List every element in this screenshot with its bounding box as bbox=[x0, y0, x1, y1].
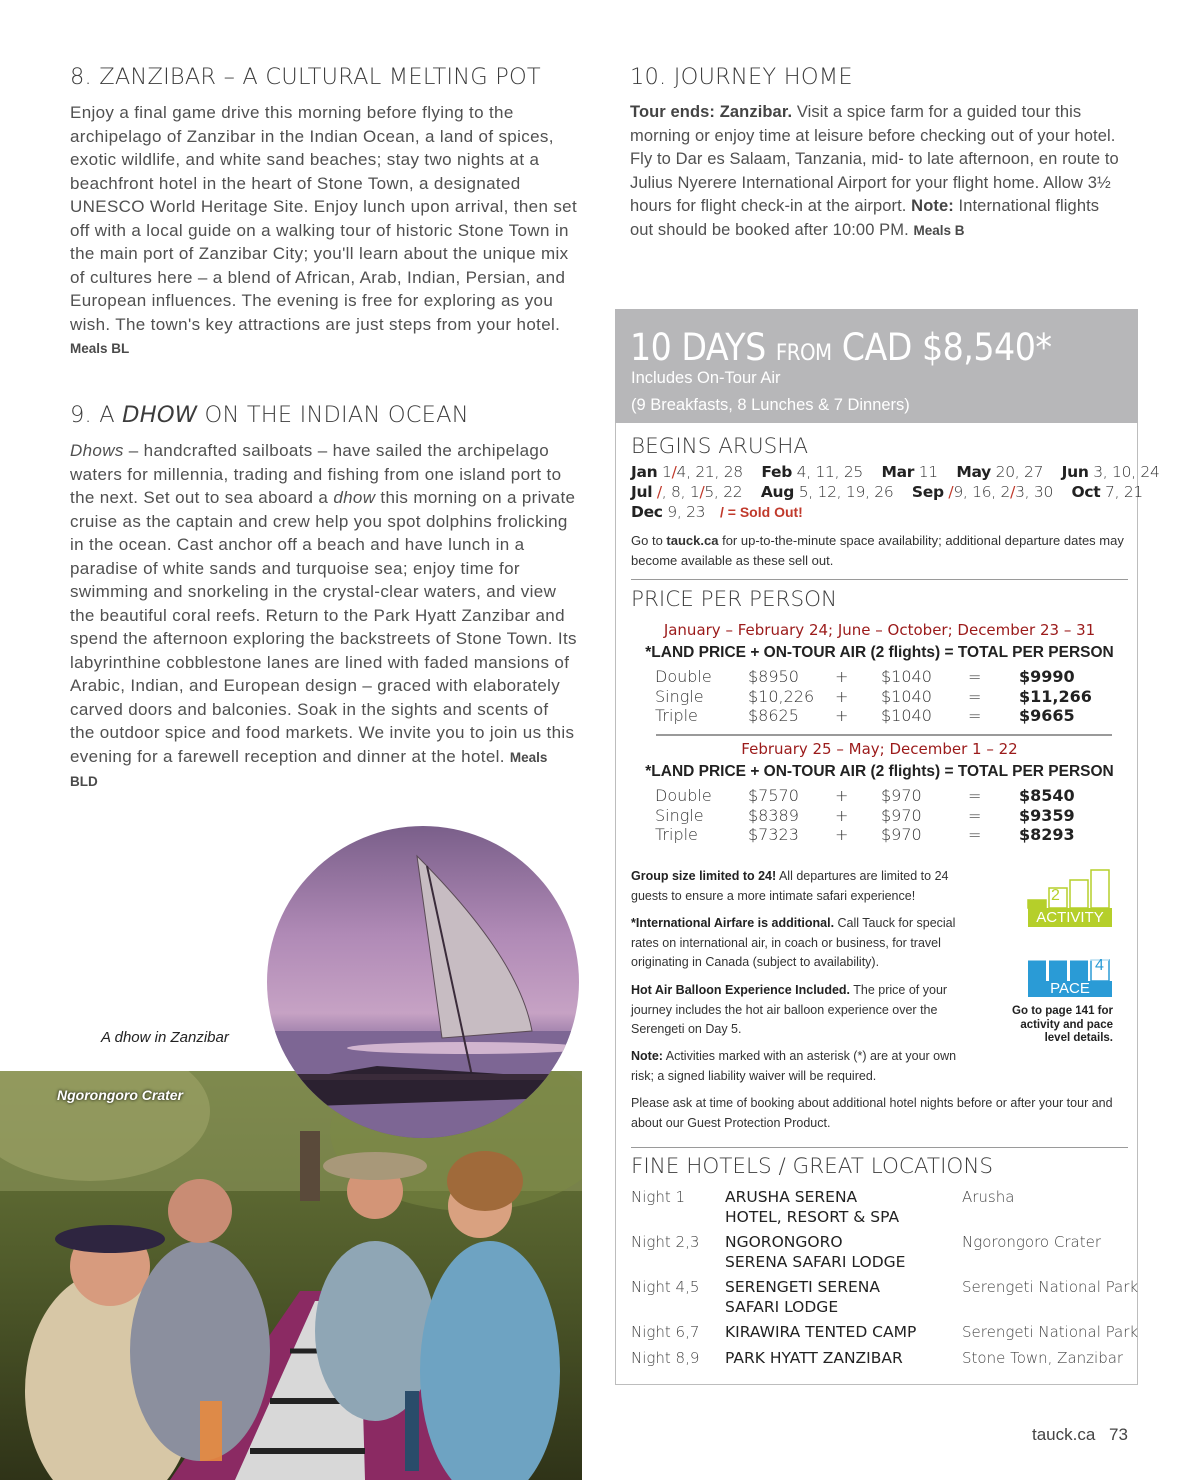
day8-meals: Meals BL bbox=[70, 341, 130, 356]
total-price: $8293 bbox=[1019, 825, 1075, 844]
room-type: Triple bbox=[655, 825, 698, 844]
day10-body bbox=[630, 101, 1125, 242]
balloon-text: The price of your journey includes the hot air balloon experience over the Serengeti on Day 5. bbox=[631, 983, 948, 1036]
hotel-name-line1: ARUSHA SERENA bbox=[725, 1188, 858, 1206]
equals-sign: = bbox=[968, 806, 982, 825]
price-row bbox=[655, 687, 1115, 707]
room-type: Single bbox=[655, 687, 704, 706]
day9-title-italic: DHOW bbox=[122, 402, 198, 428]
group-lead: Group size limited to 24! bbox=[631, 869, 777, 883]
price-headline bbox=[630, 326, 1052, 369]
day9-title bbox=[70, 402, 469, 428]
footer-site[interactable]: tauck.ca bbox=[1032, 1425, 1096, 1444]
air-price: $1040 bbox=[881, 706, 932, 725]
divider bbox=[656, 734, 1112, 736]
waiver-text: Activities marked with an asterisk (*) are at your own risk; a signed liability waiver will be required. bbox=[631, 1049, 957, 1083]
hotel-name-line2: HOTEL, RESORT & SPA bbox=[725, 1208, 900, 1226]
meals-count: (9 Breakfasts, 8 Lunches & 7 Dinners) bbox=[631, 396, 910, 414]
hotel-night: Night 2,3 bbox=[631, 1233, 700, 1251]
hotel-night: Night 4,5 bbox=[631, 1278, 700, 1296]
group-text: All departures are limited to 24 guests to ensure a more intimate safari experience! bbox=[631, 869, 949, 903]
avail-text-2: for up-to-the-minute space availability; additional departure dates may become available as these sell out. bbox=[631, 533, 1124, 568]
air-price: $1040 bbox=[881, 667, 932, 686]
hotel-name: KIRAWIRA TENTED CAMP bbox=[725, 1323, 917, 1341]
day9-meals: Meals BLD bbox=[70, 749, 548, 789]
balloon-note bbox=[631, 981, 976, 1040]
headline-price: CAD $8,540* bbox=[841, 326, 1052, 369]
period-2-label: February 25 – May; December 1 – 22 bbox=[741, 740, 1018, 758]
total-price: $9990 bbox=[1019, 667, 1075, 686]
day9-text-1: – handcrafted sailboats – have sailed the archipelago waters for millennia, trading and fishing from one island port to the next. Set out to sea aboard a bbox=[70, 441, 562, 507]
room-type: Triple bbox=[655, 706, 698, 725]
total-price: $9665 bbox=[1019, 706, 1075, 725]
day10-lead: Tour ends: Zanzibar. bbox=[630, 103, 793, 121]
plus-sign: + bbox=[835, 706, 849, 725]
plus-sign: + bbox=[835, 687, 849, 706]
air-lead: *International Airfare is additional. bbox=[631, 916, 835, 930]
hotel-name bbox=[725, 1187, 899, 1227]
equals-sign: = bbox=[968, 706, 982, 725]
day8-body bbox=[70, 101, 578, 361]
plus-sign: + bbox=[835, 806, 849, 825]
day9-italic-1: Dhows bbox=[70, 441, 124, 460]
hotel-name: PARK HYATT ZANZIBAR bbox=[725, 1349, 903, 1367]
dhow-photo bbox=[267, 826, 579, 1138]
hotel-name-line1: NGORONGORO bbox=[725, 1233, 843, 1251]
waiver-note bbox=[631, 1047, 976, 1086]
formula-2: *LAND PRICE + ON-TOUR AIR (2 flights) = TOTAL PER PERSON bbox=[645, 763, 1114, 780]
land-price: $7323 bbox=[748, 825, 799, 844]
balloon-lead: Hot Air Balloon Experience Included. bbox=[631, 983, 851, 997]
booking-text: Please ask at time of booking about additional hotel nights before or after your tour and about our Guest Protection Product. bbox=[631, 1096, 1113, 1130]
hotel-name bbox=[725, 1232, 905, 1272]
land-price: $8950 bbox=[748, 667, 799, 686]
land-price: $10,226 bbox=[748, 687, 815, 706]
air-price: $970 bbox=[881, 825, 922, 844]
avail-text-1: Go to bbox=[631, 533, 667, 548]
price-title: PRICE PER PERSON bbox=[631, 587, 838, 612]
airfare-note bbox=[631, 914, 986, 973]
total-price: $9359 bbox=[1019, 806, 1075, 825]
air-price: $970 bbox=[881, 806, 922, 825]
hotel-name bbox=[725, 1277, 880, 1317]
from-label: FROM bbox=[775, 341, 832, 366]
room-type: Single bbox=[655, 806, 704, 825]
price-row bbox=[655, 786, 1115, 806]
day8-text: Enjoy a final game drive this morning before flying to the archipelago of Zanzibar in the Indian Ocean, a land of spices, exotic wildlife, and white sand beaches; stay two nights at a beachfront hotel in the heart of Stone Town, a designated UNESCO World Heritage Site. Enjoy lunch upon arrival, then set off with a local guide on a walking tour of historic Stone Town in the main port of Zanzibar City; you'll learn about the unique mix of cultures here – a blend of African, Arab, Indian, Persian, and European influences. The evening is free for exploring as you wish. The town's key attractions are just steps from your hotel. bbox=[70, 103, 578, 334]
air-text: Call Tauck for special rates on international air, in coach or business, for travel originating in Canada (subject to availability). bbox=[631, 916, 956, 969]
total-price: $8540 bbox=[1019, 786, 1075, 805]
booking-note bbox=[631, 1094, 1126, 1133]
hotel-name-line2: SERENA SAFARI LODGE bbox=[725, 1253, 906, 1271]
land-price: $8625 bbox=[748, 706, 799, 725]
land-price: $7570 bbox=[748, 786, 799, 805]
dates-row-2: Jul /, 8, 1/5, 22 Aug 5, 12, 19, 26 Sep /9, 16, 2/3, 30 Oct 7, 21 bbox=[631, 483, 1143, 501]
equals-sign: = bbox=[968, 687, 982, 706]
waiver-lead: Note: bbox=[631, 1049, 663, 1063]
day10-note: International flights out should be booked after 10:00 PM. bbox=[630, 197, 1100, 239]
hotel-night: Night 1 bbox=[631, 1188, 686, 1206]
hotel-location: Ngorongoro Crater bbox=[962, 1233, 1101, 1251]
group-note bbox=[631, 867, 986, 906]
air-price: $970 bbox=[881, 786, 922, 805]
days-count: 10 DAYS bbox=[630, 326, 766, 369]
divider bbox=[631, 579, 1128, 580]
activity-number: 2 bbox=[1051, 887, 1060, 904]
hotel-night: Night 8,9 bbox=[631, 1349, 700, 1367]
hotel-location: Serengeti National Park bbox=[962, 1323, 1139, 1341]
pace-number: 4 bbox=[1095, 957, 1104, 974]
page-number: 73 bbox=[1109, 1425, 1128, 1444]
includes-air: Includes On-Tour Air bbox=[631, 369, 781, 387]
hotel-location: Arusha bbox=[962, 1188, 1015, 1206]
day10-note-label: Note: bbox=[911, 197, 954, 215]
land-price: $8389 bbox=[748, 806, 799, 825]
day9-title-prefix: 9. A bbox=[70, 402, 123, 428]
price-row bbox=[655, 706, 1115, 726]
dhow-caption: A dhow in Zanzibar bbox=[101, 1029, 229, 1046]
hotel-name-line2: SAFARI LODGE bbox=[725, 1298, 839, 1316]
room-type: Double bbox=[655, 786, 712, 805]
crater-caption: Ngorongoro Crater bbox=[57, 1087, 183, 1103]
hotel-name-line1: SERENGETI SERENA bbox=[725, 1278, 880, 1296]
air-price: $1040 bbox=[881, 687, 932, 706]
day10-meals: Meals B bbox=[913, 222, 965, 238]
pace-label: PACE bbox=[1050, 980, 1090, 997]
day9-body bbox=[70, 439, 578, 794]
plus-sign: + bbox=[835, 667, 849, 686]
day9-italic-2: dhow bbox=[333, 488, 376, 507]
plus-sign: + bbox=[835, 825, 849, 844]
day10-title: 10. JOURNEY HOME bbox=[630, 64, 853, 90]
plus-sign: + bbox=[835, 786, 849, 805]
hotel-location: Stone Town, Zanzibar bbox=[962, 1349, 1124, 1367]
dates-row-3: Dec 9, 23 bbox=[631, 503, 729, 521]
day9-title-suffix: ON THE INDIAN OCEAN bbox=[197, 402, 469, 428]
equals-sign: = bbox=[968, 825, 982, 844]
total-price: $11,266 bbox=[1019, 687, 1092, 706]
day9-text-2: this morning on a private cruise as the captain and crew help you spot dolphins frolicking in the ocean. Cast anchor off a beach and have lunch in a paradise of white sands and turquoise sea; enjoy time for swimming and snorkeling in the crystal-clear waters, and view the beautiful coral reefs. Return to the Park Hyatt Zanzibar and spend the afternoon exploring the backstreets of Stone Town. Its labyrinthine cobblestone lanes are lined with faded mansions of Arabic, Indian, and European design – graced with elaborately carved doors and balconies. Soak in the sights and scents of the outdoor spice and food markets. We invite you to join us this evening for a farewell reception and dinner at the hotel. bbox=[70, 488, 577, 766]
day10-text: Visit a spice farm for a guided tour this morning or enjoy time at leisure before checking out of your hotel. Fly to Dar es Salaam, Tanzania, mid- to late afternoon, en route to Julius Nyerere International Airport for your flight home. Allow 3½ hours for flight check-in at the airport. bbox=[630, 103, 1119, 215]
hotels-title: FINE HOTELS / GREAT LOCATIONS bbox=[631, 1154, 994, 1179]
period-1-label: January – February 24; June – October; December 23 – 31 bbox=[663, 621, 1096, 639]
hotel-location: Serengeti National Park bbox=[962, 1278, 1139, 1296]
divider bbox=[631, 1147, 1128, 1148]
equals-sign: = bbox=[968, 786, 982, 805]
activity-label: ACTIVITY bbox=[1036, 909, 1104, 926]
equals-sign: = bbox=[968, 667, 982, 686]
level-details-note: Go to page 141 for activity and pace level details. bbox=[1012, 1005, 1113, 1044]
formula-1: *LAND PRICE + ON-TOUR AIR (2 flights) = TOTAL PER PERSON bbox=[645, 644, 1114, 661]
price-row bbox=[655, 825, 1115, 845]
dates-row-1: Jan 1/4, 21, 28 Feb 4, 11, 25 Mar 11 May 20, 27 Jun 3, 10, 24 bbox=[631, 463, 1160, 481]
price-row bbox=[655, 806, 1115, 826]
day8-title: 8. ZANZIBAR – A CULTURAL MELTING POT bbox=[70, 64, 541, 90]
begins-title: BEGINS ARUSHA bbox=[631, 434, 809, 459]
tauck-link[interactable]: tauck.ca bbox=[666, 533, 719, 548]
sold-out-legend: / = Sold Out! bbox=[720, 504, 803, 520]
availability-note bbox=[631, 531, 1126, 570]
price-row bbox=[655, 667, 1115, 687]
room-type: Double bbox=[655, 667, 712, 686]
hotel-night: Night 6,7 bbox=[631, 1323, 700, 1341]
